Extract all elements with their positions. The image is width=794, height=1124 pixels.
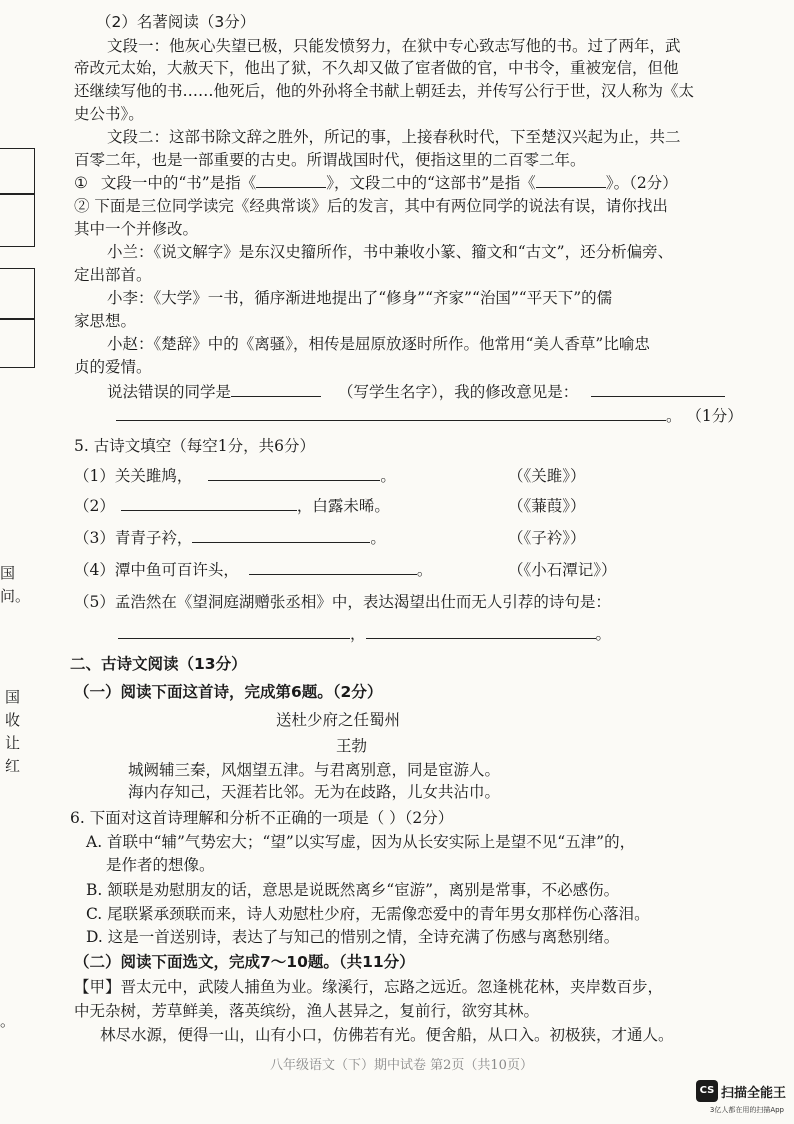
margin-char: 问。 xyxy=(0,587,31,605)
fill-blank[interactable] xyxy=(192,528,370,543)
fill-suffix: 。 xyxy=(416,561,433,579)
margin-char: 让 xyxy=(5,734,21,752)
fill-row xyxy=(74,528,386,548)
fill-prefix: （4）潭中鱼可百许头， xyxy=(74,561,239,579)
passage-line: 帝改元太始，大赦天下，他出了狱，不久却又做了宦者做的官，中书令，重被宠信，但他 xyxy=(74,59,679,77)
score-note: 。 （1分） xyxy=(666,407,743,425)
statement-line: 家思想。 xyxy=(74,312,137,330)
revision-blank[interactable] xyxy=(591,382,725,397)
item-text: 文段一中的“书”是指《 xyxy=(100,174,257,192)
statement-line: 小赵：《楚辞》中的《离骚》，相传是屈原放逐时所作。他常用“美人香草”比喻忠 xyxy=(107,335,650,353)
fill-separator: ， xyxy=(350,625,366,643)
option-d[interactable]: D. 这是一首送别诗，表达了与知己的惜别之情，全诗充满了伤感与离愁别绪。 xyxy=(86,928,620,946)
poem-line: 海内存知己，天涯若比邻。无为在歧路，儿女共沾巾。 xyxy=(128,783,501,801)
subsection-heading: （二）阅读下面选文，完成7～10题。（共11分） xyxy=(74,953,415,971)
statement-line: 定出部首。 xyxy=(74,266,152,284)
option-b[interactable]: B. 颔联是劝慰朋友的话，意思是说既然离乡“宦游”，离别是常事，不必感伤。 xyxy=(86,881,620,899)
prose-line: 林尽水源，便得一山，山有小口，仿佛若有光。便舍船，从口入。初极狭，才通人。 xyxy=(100,1026,674,1044)
question-heading: 5. 古诗文填空（每空1分，共6分） xyxy=(74,437,315,455)
fill-prefix: （1）关关雎鸠， xyxy=(74,467,193,485)
fill-suffix: ，白露未晞。 xyxy=(296,497,390,515)
item-text: 》，文段二中的“这部书”是指《 xyxy=(326,174,536,192)
prose-line: 【甲】晋太元中，武陵人捕鱼为业。缘溪行，忘路之远近。忽逢桃花林，夹岸数百步， xyxy=(74,978,664,996)
binding-box xyxy=(0,318,35,368)
statement-line: 小李：《大学》一书，循序渐进地提出了“修身”“齐家”“治国”“平天下”的儒 xyxy=(107,289,613,307)
source-label: （《子衿》） xyxy=(508,529,586,547)
passage-line: 文段一：他灰心失望已极，只能发愤努力，在狱中专心致志写他的书。过了两年，武 xyxy=(107,37,681,55)
answer-blank[interactable] xyxy=(256,173,326,188)
poem-line: 城阙辅三秦，风烟望五津。与君离别意，同是宦游人。 xyxy=(128,761,501,779)
poem-title: 送杜少府之任蜀州 xyxy=(276,711,401,729)
fill-suffix: 。 xyxy=(370,529,386,547)
prose-line: 中无杂树，芳草鲜美，落英缤纷，渔人甚异之，复前行，欲穷其林。 xyxy=(74,1002,540,1020)
fill-row xyxy=(74,560,432,580)
fill-row-5-answers xyxy=(118,624,611,644)
scanner-name: 扫描全能王 xyxy=(720,1085,786,1101)
margin-char: 国 xyxy=(5,688,21,706)
passage-line: 百零二年，也是一部重要的古史。所谓战国时代，便指这里的二百零二年。 xyxy=(74,151,586,169)
fill-blank[interactable] xyxy=(208,466,380,481)
source-label: （《关雎》） xyxy=(508,467,586,485)
fill-row xyxy=(74,496,390,516)
section-heading: 二、古诗文阅读（13分） xyxy=(70,655,247,673)
fill-blank[interactable] xyxy=(121,496,297,511)
source-label: （《蒹葭》） xyxy=(508,497,586,515)
margin-char: 收 xyxy=(5,711,21,729)
question-line: 其中一个并修改。 xyxy=(74,220,199,238)
question-item xyxy=(74,173,678,193)
binding-box xyxy=(0,148,35,195)
poem-author: 王勃 xyxy=(336,737,368,755)
passage-line: 史公书》。 xyxy=(74,105,144,123)
binding-box xyxy=(0,268,35,320)
cs-badge-icon: CS xyxy=(696,1080,718,1102)
revision-blank-2[interactable] xyxy=(116,406,666,421)
fill-suffix: 。 xyxy=(595,625,612,643)
item-text: 》。（2分） xyxy=(605,174,678,192)
fill-prefix: （3）青青子衿， xyxy=(74,529,193,547)
fill-suffix: 。 xyxy=(380,467,396,485)
question-line: ② 下面是三位同学读完《经典常谈》后的发言，其中有两位同学的说法有误，请你找出 xyxy=(74,197,668,215)
subsection-heading: （一）阅读下面这首诗，完成第6题。（2分） xyxy=(74,683,383,701)
answer-label: （写学生名字），我的修改意见是： xyxy=(337,383,579,401)
fill-blank[interactable] xyxy=(118,624,350,639)
passage-line: 还继续写他的书……他死后，他的外孙将全书献上朝廷去，并传写公行于世，汉人称为《太 xyxy=(74,82,695,100)
answer-row-2 xyxy=(116,406,743,426)
statement-line: 贞的爱情。 xyxy=(74,358,152,376)
statement-line: 小兰：《说文解字》是东汉史籀所作，书中兼收小篆、籀文和“古文”，还分析偏旁、 xyxy=(107,243,674,261)
scanner-logo xyxy=(696,1080,786,1102)
margin-char: 红 xyxy=(5,757,21,775)
answer-label: 说法错误的同学是 xyxy=(107,383,232,401)
answer-blank[interactable] xyxy=(536,173,606,188)
fill-row xyxy=(74,466,396,486)
scanner-tagline: 3亿人都在用的扫描App xyxy=(709,1106,784,1114)
margin-char: 。 xyxy=(0,1012,16,1030)
fill-blank[interactable] xyxy=(366,624,596,639)
item-number: ① xyxy=(74,174,88,192)
option-c[interactable]: C. 尾联紧承颈联而来，诗人劝慰杜少府，无需像恋爱中的青年男女那样伤心落泪。 xyxy=(86,905,650,923)
fill-blank[interactable] xyxy=(249,560,417,575)
passage-line: 文段二：这部书除文辞之胜外，所记的事，上接春秋时代，下至楚汉兴起为止，共二 xyxy=(107,128,681,146)
fill-prefix: （2） xyxy=(74,497,115,515)
option-a-cont: 是作者的想像。 xyxy=(106,856,215,874)
option-a[interactable]: A. 首联中“辅”气势宏大；“望”以实写虚，因为从长安实际上是望不见“五津”的， xyxy=(86,833,636,851)
answer-row xyxy=(107,382,725,402)
student-name-blank[interactable] xyxy=(231,382,321,397)
source-label: （《小石潭记》） xyxy=(508,561,617,579)
section-heading: （2）名著阅读（3分） xyxy=(96,13,256,31)
question-6: 6. 下面对这首诗理解和分析不正确的一项是（ ）（2分） xyxy=(70,809,454,827)
binding-box xyxy=(0,193,35,247)
margin-char: 国 xyxy=(0,564,16,582)
page-footer: 八年级语文（下）期中试卷 第2页（共10页） xyxy=(270,1058,533,1073)
fill-row-5: （5）孟浩然在《望洞庭湖赠张丞相》中，表达渴望出仕而无人引荐的诗句是： xyxy=(74,593,611,611)
